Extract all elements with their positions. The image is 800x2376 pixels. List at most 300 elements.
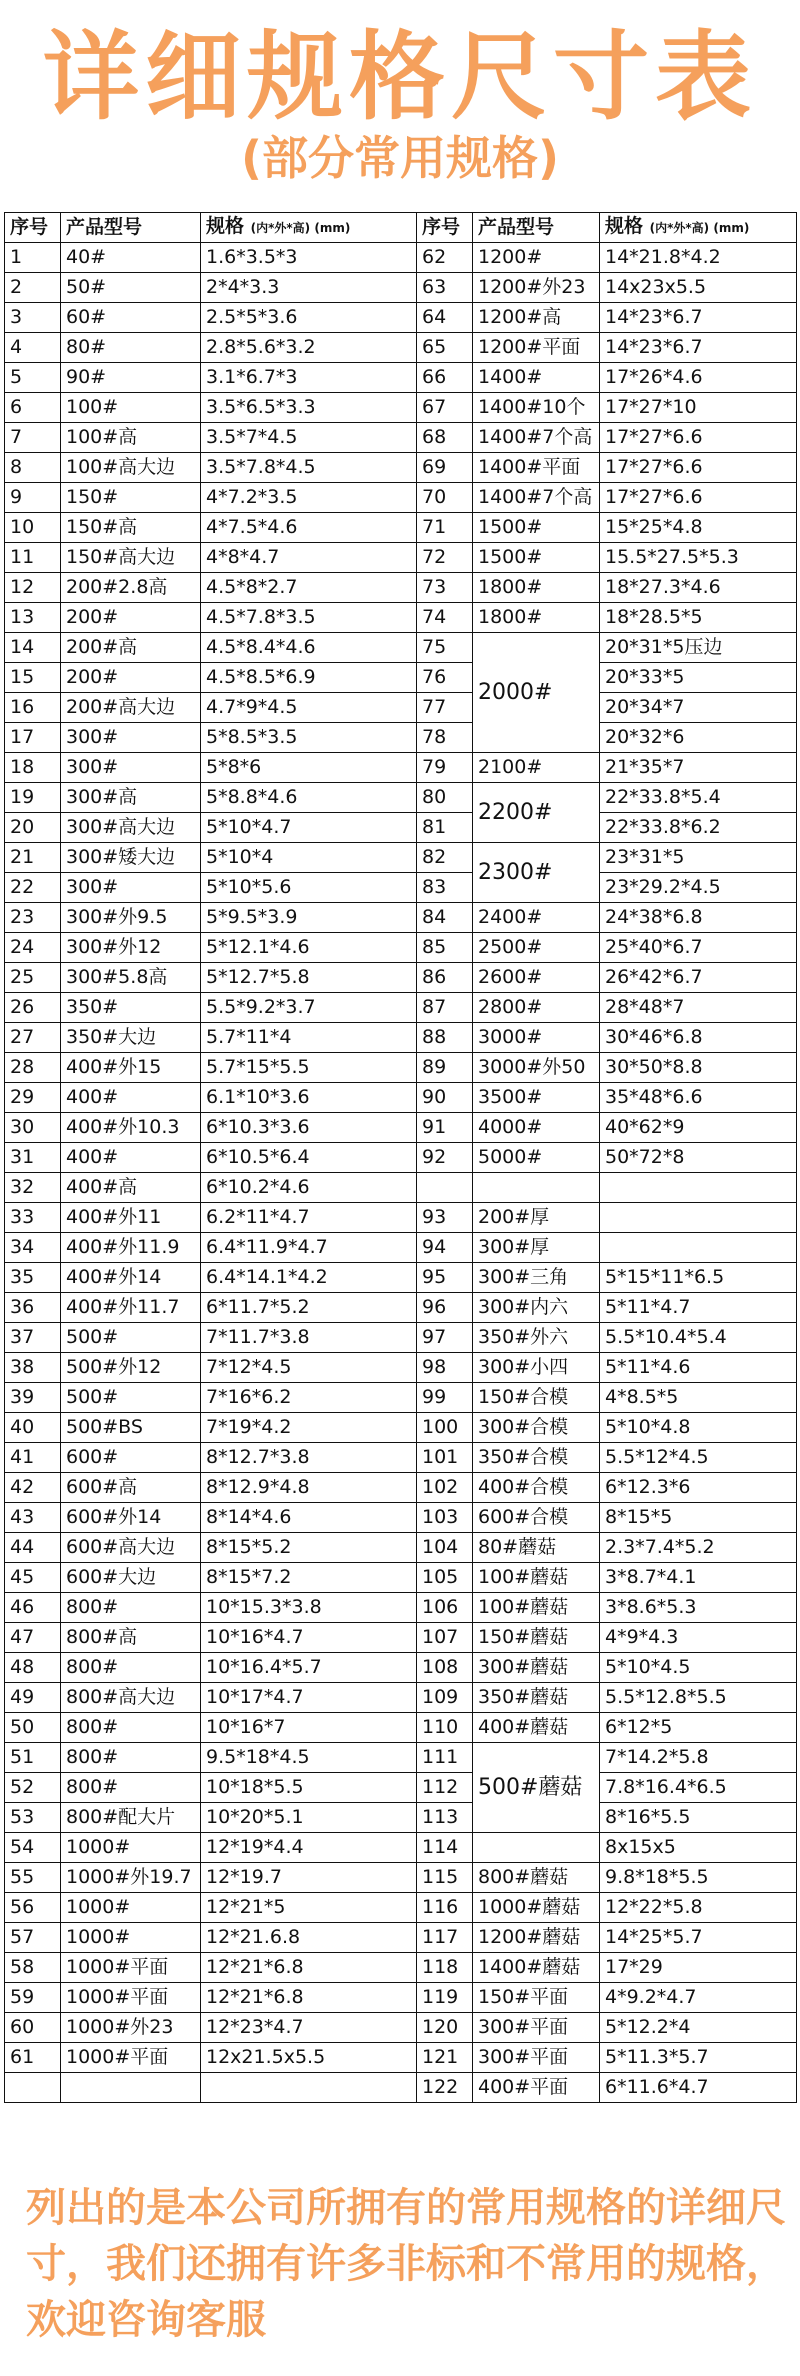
cell-spec: 12*21*6.8 (201, 1983, 417, 2013)
table-row (5, 1443, 797, 1473)
table-row (5, 243, 797, 273)
cell-model: 600#合模 (473, 1503, 600, 1533)
cell-model: 300# (61, 873, 201, 903)
cell-model: 1200#高 (473, 303, 600, 333)
cell-spec: 17*27*6.6 (600, 483, 797, 513)
cell-spec: 30*46*6.8 (600, 1023, 797, 1053)
table-row (5, 2073, 797, 2103)
cell-spec: 14x23x5.5 (600, 273, 797, 303)
table-row (5, 1833, 797, 1863)
table-row (5, 1593, 797, 1623)
cell-no: 56 (5, 1893, 61, 1923)
cell-model: 100# (61, 393, 201, 423)
cell-spec: 5*11*4.6 (600, 1353, 797, 1383)
cell-model: 300#高大边 (61, 813, 201, 843)
cell-model: 100#蘑菇 (473, 1593, 600, 1623)
cell-spec: 9.8*18*5.5 (600, 1863, 797, 1893)
cell-model: 2600# (473, 963, 600, 993)
cell-spec: 35*48*6.6 (600, 1083, 797, 1113)
cell-spec: 5*10*4 (201, 843, 417, 873)
cell-no: 29 (5, 1083, 61, 1113)
cell-spec: 10*20*5.1 (201, 1803, 417, 1833)
cell-spec: 6*10.3*3.6 (201, 1113, 417, 1143)
footer-note: 列出的是本公司所拥有的常用规格的详细尺寸，我们还拥有许多非标和不常用的规格，欢迎咨询客服 (26, 2185, 786, 2343)
cell-spec: 2.8*5.6*3.2 (201, 333, 417, 363)
cell-model: 80# (61, 333, 201, 363)
cell-spec: 17*29 (600, 1953, 797, 1983)
page-title: 详细规格尺寸表 (43, 21, 757, 133)
cell-no: 60 (5, 2013, 61, 2043)
cell-spec: 5.7*11*4 (201, 1023, 417, 1053)
cell-no: 66 (417, 363, 473, 393)
table-row (5, 573, 797, 603)
cell-model: 600#高大边 (61, 1533, 201, 1563)
cell-spec: 5*10*4.7 (201, 813, 417, 843)
cell-no: 16 (5, 693, 61, 723)
table-row (5, 1323, 797, 1353)
cell-spec: 10*15.3*3.8 (201, 1593, 417, 1623)
cell-no: 52 (5, 1773, 61, 1803)
cell-no: 14 (5, 633, 61, 663)
table-row (5, 1773, 797, 1803)
cell-spec: 20*33*5 (600, 663, 797, 693)
cell-model: 1800# (473, 573, 600, 603)
cell-model: 200#2.8高 (61, 573, 201, 603)
cell-spec: 3*8.7*4.1 (600, 1563, 797, 1593)
cell-model: 5000# (473, 1143, 600, 1173)
cell-spec: 5*9.5*3.9 (201, 903, 417, 933)
cell-model: 300#外12 (61, 933, 201, 963)
cell-no: 30 (5, 1113, 61, 1143)
cell-spec: 5*10*5.6 (201, 873, 417, 903)
header-spec-unit: (内*外*高) (mm) (250, 221, 351, 235)
spec-table (4, 212, 797, 2103)
table-row (5, 1023, 797, 1053)
cell-no: 69 (417, 453, 473, 483)
cell-model: 600#大边 (61, 1563, 201, 1593)
cell-no: 97 (417, 1323, 473, 1353)
cell-spec: 4*8*4.7 (201, 543, 417, 573)
cell-model: 1000# (61, 1893, 201, 1923)
cell-model: 2100# (473, 753, 600, 783)
cell-model: 4000# (473, 1113, 600, 1143)
cell-spec: 6*12*5 (600, 1713, 797, 1743)
cell-model: 1000#蘑菇 (473, 1893, 600, 1923)
cell-model: 300#平面 (473, 2043, 600, 2073)
cell-spec: 14*23*6.7 (600, 303, 797, 333)
cell-model: 1400#蘑菇 (473, 1953, 600, 1983)
cell-no: 62 (417, 243, 473, 273)
table-row (5, 1743, 797, 1773)
cell-no: 71 (417, 513, 473, 543)
cell-spec: 8*12.9*4.8 (201, 1473, 417, 1503)
cell-model: 2200# (473, 783, 600, 843)
cell-no: 50 (5, 1713, 61, 1743)
cell-no (5, 2073, 61, 2103)
cell-model: 350#合模 (473, 1443, 600, 1473)
cell-model: 300# (61, 723, 201, 753)
cell-model: 800# (61, 1653, 201, 1683)
cell-no: 23 (5, 903, 61, 933)
cell-no: 70 (417, 483, 473, 513)
cell-no: 41 (5, 1443, 61, 1473)
cell-no: 90 (417, 1083, 473, 1113)
cell-no: 87 (417, 993, 473, 1023)
cell-no: 17 (5, 723, 61, 753)
cell-no: 106 (417, 1593, 473, 1623)
cell-spec: 10*17*4.7 (201, 1683, 417, 1713)
cell-model: 400#外15 (61, 1053, 201, 1083)
cell-no: 28 (5, 1053, 61, 1083)
cell-model: 1000#平面 (61, 2043, 201, 2073)
cell-spec: 15*25*4.8 (600, 513, 797, 543)
cell-spec: 24*38*6.8 (600, 903, 797, 933)
cell-model: 1200# (473, 243, 600, 273)
cell-model: 400#外10.3 (61, 1113, 201, 1143)
table-row (5, 1083, 797, 1113)
table-row (5, 1893, 797, 1923)
cell-no: 26 (5, 993, 61, 1023)
table-row (5, 1203, 797, 1233)
cell-model: 1200#蘑菇 (473, 1923, 600, 1953)
cell-no: 101 (417, 1443, 473, 1473)
cell-no: 72 (417, 543, 473, 573)
header-model: 产品型号 (61, 213, 201, 243)
cell-spec: 3.1*6.7*3 (201, 363, 417, 393)
cell-spec: 10*18*5.5 (201, 1773, 417, 1803)
cell-spec: 3*8.6*5.3 (600, 1593, 797, 1623)
cell-no: 51 (5, 1743, 61, 1773)
cell-no: 27 (5, 1023, 61, 1053)
cell-model: 200#厚 (473, 1203, 600, 1233)
table-row (5, 393, 797, 423)
cell-spec: 8*16*5.5 (600, 1803, 797, 1833)
table-row (5, 1473, 797, 1503)
cell-no: 9 (5, 483, 61, 513)
cell-no: 77 (417, 693, 473, 723)
cell-model: 800#高 (61, 1623, 201, 1653)
cell-spec: 8*12.7*3.8 (201, 1443, 417, 1473)
cell-no: 91 (417, 1113, 473, 1143)
cell-model: 200# (61, 663, 201, 693)
table-row (5, 1533, 797, 1563)
cell-model: 350#蘑菇 (473, 1683, 600, 1713)
cell-spec: 20*32*6 (600, 723, 797, 753)
cell-no: 61 (5, 2043, 61, 2073)
cell-spec: 10*16*4.7 (201, 1623, 417, 1653)
header-no: 序号 (417, 213, 473, 243)
table-row (5, 513, 797, 543)
table-row (5, 723, 797, 753)
cell-model: 800#高大边 (61, 1683, 201, 1713)
cell-model: 1500# (473, 513, 600, 543)
table-row (5, 1563, 797, 1593)
cell-model: 300#合模 (473, 1413, 600, 1443)
cell-spec: 26*42*6.7 (600, 963, 797, 993)
cell-spec: 12*22*5.8 (600, 1893, 797, 1923)
cell-model: 150#合模 (473, 1383, 600, 1413)
table-row (5, 1173, 797, 1203)
table-row (5, 1143, 797, 1173)
cell-model: 1200#外23 (473, 273, 600, 303)
cell-spec (600, 1203, 797, 1233)
cell-spec: 14*23*6.7 (600, 333, 797, 363)
cell-model: 500# (61, 1383, 201, 1413)
cell-no: 46 (5, 1593, 61, 1623)
cell-model: 3500# (473, 1083, 600, 1113)
cell-spec: 30*50*8.8 (600, 1053, 797, 1083)
cell-model: 1400#7个高 (473, 423, 600, 453)
cell-model: 300#平面 (473, 2013, 600, 2043)
cell-model: 1000#平面 (61, 1953, 201, 1983)
cell-spec: 14*25*5.7 (600, 1923, 797, 1953)
header-spec-label: 规格 (206, 215, 245, 237)
cell-no: 12 (5, 573, 61, 603)
table-row (5, 1623, 797, 1653)
cell-no: 44 (5, 1533, 61, 1563)
cell-spec: 10*16*7 (201, 1713, 417, 1743)
cell-model: 400#平面 (473, 2073, 600, 2103)
cell-spec: 4*9.2*4.7 (600, 1983, 797, 2013)
cell-no: 81 (417, 813, 473, 843)
cell-no: 121 (417, 2043, 473, 2073)
cell-spec: 10*16.4*5.7 (201, 1653, 417, 1683)
cell-model: 400#外14 (61, 1263, 201, 1293)
cell-spec: 5*10*4.5 (600, 1653, 797, 1683)
cell-spec (600, 1233, 797, 1263)
cell-spec: 5*15*11*6.5 (600, 1263, 797, 1293)
cell-no: 76 (417, 663, 473, 693)
cell-model: 1200#平面 (473, 333, 600, 363)
cell-spec: 6*10.2*4.6 (201, 1173, 417, 1203)
cell-no: 45 (5, 1563, 61, 1593)
cell-model: 100#高 (61, 423, 201, 453)
cell-model: 800#蘑菇 (473, 1863, 600, 1893)
cell-no (417, 1173, 473, 1203)
cell-model: 400# (61, 1083, 201, 1113)
cell-no: 102 (417, 1473, 473, 1503)
cell-spec: 6*11.6*4.7 (600, 2073, 797, 2103)
cell-spec: 17*27*6.6 (600, 423, 797, 453)
cell-spec: 7*12*4.5 (201, 1353, 417, 1383)
cell-model: 2400# (473, 903, 600, 933)
cell-model: 100#高大边 (61, 453, 201, 483)
cell-spec: 28*48*7 (600, 993, 797, 1023)
cell-spec: 4.5*8*2.7 (201, 573, 417, 603)
cell-model (473, 1173, 600, 1203)
cell-model: 300#蘑菇 (473, 1653, 600, 1683)
cell-spec: 4.7*9*4.5 (201, 693, 417, 723)
cell-model: 600#高 (61, 1473, 201, 1503)
cell-model: 1000#外23 (61, 2013, 201, 2043)
cell-spec: 5.5*10.4*5.4 (600, 1323, 797, 1353)
cell-no: 19 (5, 783, 61, 813)
cell-no: 54 (5, 1833, 61, 1863)
cell-no: 63 (417, 273, 473, 303)
cell-model: 150#高 (61, 513, 201, 543)
cell-no: 108 (417, 1653, 473, 1683)
cell-no: 53 (5, 1803, 61, 1833)
table-row (5, 783, 797, 813)
cell-spec: 9.5*18*4.5 (201, 1743, 417, 1773)
cell-model: 200#高 (61, 633, 201, 663)
cell-model: 2500# (473, 933, 600, 963)
cell-no: 73 (417, 573, 473, 603)
cell-no: 20 (5, 813, 61, 843)
cell-spec: 5*8.8*4.6 (201, 783, 417, 813)
cell-spec: 21*35*7 (600, 753, 797, 783)
cell-model: 500# (61, 1323, 201, 1353)
cell-no: 47 (5, 1623, 61, 1653)
table-row (5, 933, 797, 963)
cell-model: 1400# (473, 363, 600, 393)
table-row (5, 2043, 797, 2073)
cell-no: 59 (5, 1983, 61, 2013)
table-row (5, 1263, 797, 1293)
cell-no: 113 (417, 1803, 473, 1833)
cell-no: 107 (417, 1623, 473, 1653)
cell-no: 111 (417, 1743, 473, 1773)
cell-no: 96 (417, 1293, 473, 1323)
cell-spec: 5*11.3*5.7 (600, 2043, 797, 2073)
table-row (5, 483, 797, 513)
cell-spec: 5*12.2*4 (600, 2013, 797, 2043)
table-row (5, 873, 797, 903)
table-row (5, 1863, 797, 1893)
cell-model: 150#平面 (473, 1983, 600, 2013)
cell-no: 5 (5, 363, 61, 393)
table-row (5, 1503, 797, 1533)
cell-spec: 5*11*4.7 (600, 1293, 797, 1323)
cell-spec (600, 1173, 797, 1203)
cell-no: 68 (417, 423, 473, 453)
cell-spec: 4*9*4.3 (600, 1623, 797, 1653)
cell-model: 300#内六 (473, 1293, 600, 1323)
cell-no: 22 (5, 873, 61, 903)
cell-no: 3 (5, 303, 61, 333)
cell-spec: 15.5*27.5*5.3 (600, 543, 797, 573)
cell-spec: 12*21*6.8 (201, 1953, 417, 1983)
cell-spec: 4.5*8.5*6.9 (201, 663, 417, 693)
table-row (5, 1233, 797, 1263)
cell-spec: 40*62*9 (600, 1113, 797, 1143)
cell-no: 116 (417, 1893, 473, 1923)
cell-model (61, 2073, 201, 2103)
table-header-row (5, 213, 797, 243)
cell-no: 112 (417, 1773, 473, 1803)
cell-spec: 20*34*7 (600, 693, 797, 723)
cell-model: 40# (61, 243, 201, 273)
cell-no: 89 (417, 1053, 473, 1083)
cell-model: 1000#平面 (61, 1983, 201, 2013)
cell-spec: 4.5*8.4*4.6 (201, 633, 417, 663)
cell-no: 32 (5, 1173, 61, 1203)
header-spec-unit: (内*外*高) (mm) (649, 221, 750, 235)
table-row (5, 1803, 797, 1833)
cell-model: 1800# (473, 603, 600, 633)
cell-model: 500#BS (61, 1413, 201, 1443)
cell-spec: 8x15x5 (600, 1833, 797, 1863)
header-spec (201, 213, 417, 243)
cell-no: 103 (417, 1503, 473, 1533)
cell-spec: 2.3*7.4*5.2 (600, 1533, 797, 1563)
cell-model: 80#蘑菇 (473, 1533, 600, 1563)
cell-model: 2300# (473, 843, 600, 903)
cell-no: 7 (5, 423, 61, 453)
cell-model: 1000# (61, 1833, 201, 1863)
cell-model: 350# (61, 993, 201, 1023)
cell-spec: 12*19.7 (201, 1863, 417, 1893)
header-model: 产品型号 (473, 213, 600, 243)
table-row (5, 333, 797, 363)
cell-spec: 8*15*5 (600, 1503, 797, 1533)
cell-model: 60# (61, 303, 201, 333)
cell-model: 300#外9.5 (61, 903, 201, 933)
cell-model: 500#外12 (61, 1353, 201, 1383)
cell-no: 85 (417, 933, 473, 963)
table-row (5, 1113, 797, 1143)
table-row (5, 453, 797, 483)
cell-model: 200#高大边 (61, 693, 201, 723)
cell-no: 83 (417, 873, 473, 903)
cell-model: 1400#7个高 (473, 483, 600, 513)
table-row (5, 903, 797, 933)
cell-spec: 4*7.2*3.5 (201, 483, 417, 513)
cell-spec: 5.5*12.8*5.5 (600, 1683, 797, 1713)
cell-model: 800# (61, 1713, 201, 1743)
cell-no: 118 (417, 1953, 473, 1983)
table-row (5, 1653, 797, 1683)
cell-spec (201, 2073, 417, 2103)
table-row (5, 1953, 797, 1983)
cell-no: 99 (417, 1383, 473, 1413)
cell-model: 2800# (473, 993, 600, 1023)
table-row (5, 633, 797, 663)
cell-spec: 7*16*6.2 (201, 1383, 417, 1413)
cell-spec: 6.4*11.9*4.7 (201, 1233, 417, 1263)
cell-spec: 2.5*5*3.6 (201, 303, 417, 333)
cell-model: 400#高 (61, 1173, 201, 1203)
cell-no: 33 (5, 1203, 61, 1233)
cell-model: 600# (61, 1443, 201, 1473)
cell-spec: 5*8.5*3.5 (201, 723, 417, 753)
cell-model: 300#小四 (473, 1353, 600, 1383)
table-body (5, 243, 797, 2103)
header-spec (600, 213, 797, 243)
cell-spec: 2*4*3.3 (201, 273, 417, 303)
cell-spec: 17*26*4.6 (600, 363, 797, 393)
cell-spec: 12*23*4.7 (201, 2013, 417, 2043)
cell-spec: 18*27.3*4.6 (600, 573, 797, 603)
cell-no: 58 (5, 1953, 61, 1983)
cell-spec: 3.5*7*4.5 (201, 423, 417, 453)
cell-model: 100#蘑菇 (473, 1563, 600, 1593)
cell-no: 82 (417, 843, 473, 873)
cell-no: 55 (5, 1863, 61, 1893)
cell-spec: 20*31*5压边 (600, 633, 797, 663)
table-row (5, 543, 797, 573)
cell-spec: 22*33.8*6.2 (600, 813, 797, 843)
cell-no: 57 (5, 1923, 61, 1953)
cell-spec: 7*11.7*3.8 (201, 1323, 417, 1353)
cell-model: 3000#外50 (473, 1053, 600, 1083)
cell-spec: 4*7.5*4.6 (201, 513, 417, 543)
cell-spec: 5*12.1*4.6 (201, 933, 417, 963)
cell-no: 104 (417, 1533, 473, 1563)
header-no: 序号 (5, 213, 61, 243)
table-row (5, 1713, 797, 1743)
table-row (5, 1293, 797, 1323)
